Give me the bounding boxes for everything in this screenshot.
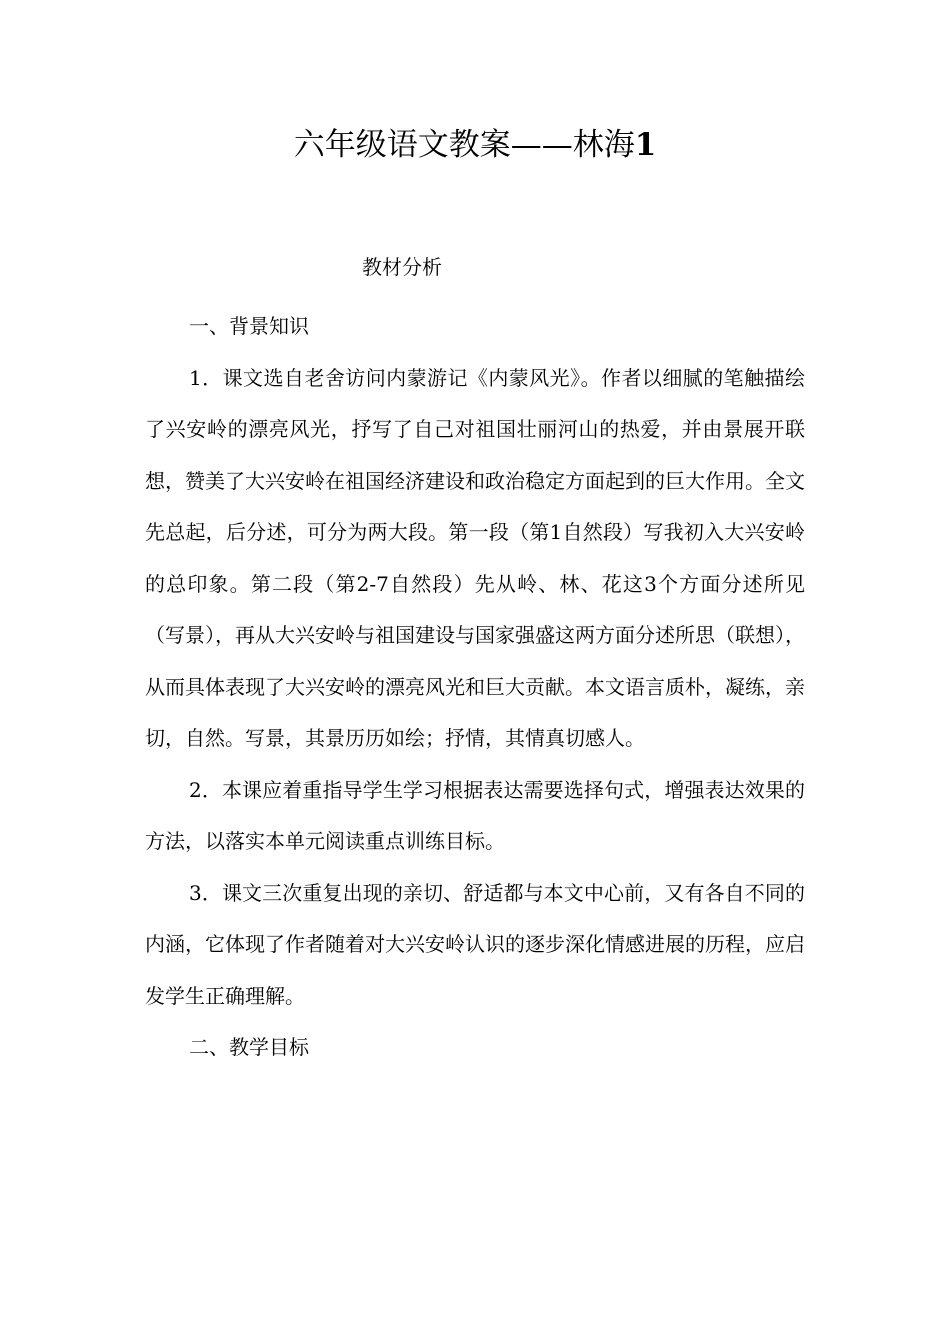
document-body	[145, 301, 805, 1074]
document-title	[0, 122, 950, 168]
paragraph-2: 2．本课应着重指导学生学习根据表达需要选择句式，增强表达效果的方法，以落实本单元阅读重点训练目标。	[145, 777, 805, 853]
section-heading: 教材分析	[362, 255, 442, 279]
subheading-teaching-goals: 二、教学目标	[189, 1035, 309, 1059]
paragraph-3: 3．课文三次重复出现的亲切、舒适都与本文中心前，又有各自不同的内涵，它体现了作者随着对大兴安岭认识的逐步深化情感进展的历程，应启发学生正确理解。	[145, 880, 805, 1008]
paragraph-1: 1．课文选自老舍访问内蒙游记《内蒙风光》。作者以细腻的笔触描绘了兴安岭的漂亮风光，抒写了自己对祖国壮丽河山的热爱，并由景展开联想，赞美了大兴安岭在祖国经济建设和政治稳定方面起到的巨大作用。全文先总起，后分述，可分为两大段。第一段（第1自然段）写我初入大兴安岭的总印象。第二段（第2-7自然段）先从岭、林、花这3个方面分述所见（写景），再从大兴安岭与祖国建设与国家强盛这两方面分述所思（联想），从而具体表现了大兴安岭的漂亮风光和巨大贡献。本文语言质朴，凝练，亲切，自然。写景，其景历历如绘；抒情，其情真切感人。	[145, 365, 805, 750]
document-title-text: 六年级语文教案——林海	[293, 127, 635, 163]
subheading-background-knowledge: 一、背景知识	[189, 314, 309, 338]
document-title-number: 1	[634, 127, 657, 163]
